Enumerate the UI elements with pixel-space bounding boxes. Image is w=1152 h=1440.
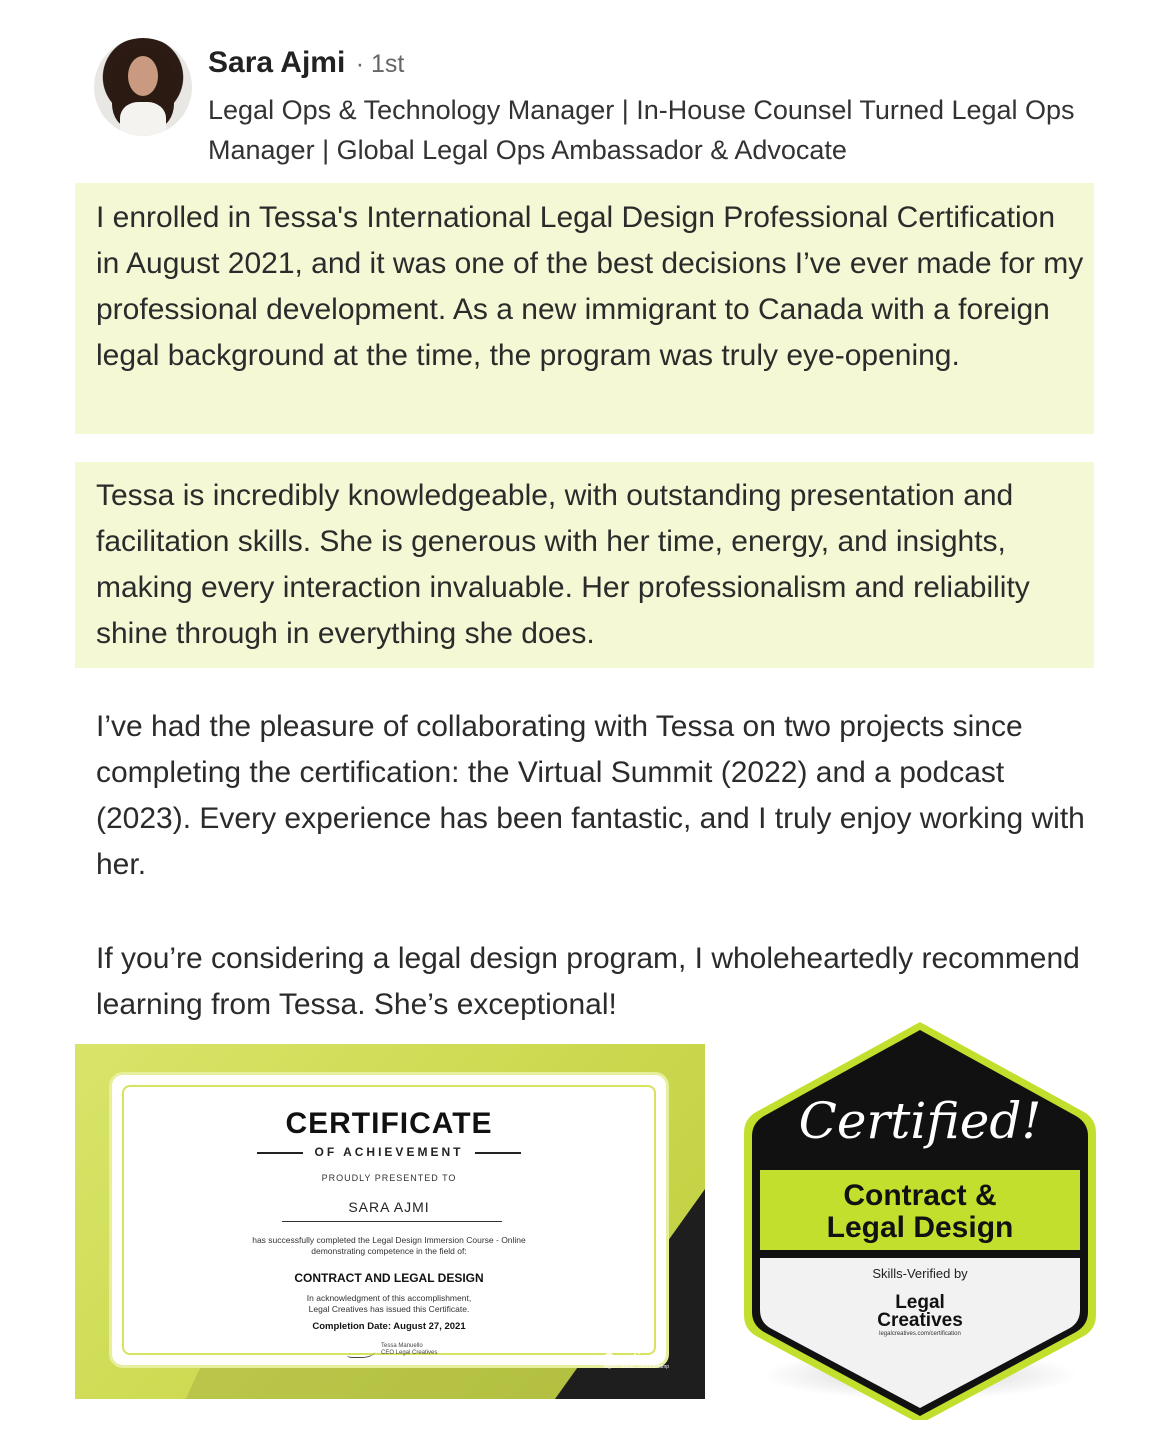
- certification-badge[interactable]: [730, 1020, 1110, 1420]
- certificate-recipient: SARA AJMI: [348, 1199, 430, 1215]
- certificate-subtitle-text: OF ACHIEVEMENT: [314, 1145, 464, 1159]
- certificate-subtitle: [112, 1145, 666, 1159]
- certificate-title: CERTIFICATE: [285, 1107, 493, 1140]
- avatar-face: [128, 56, 158, 96]
- certificate-logo-line-1: Legal: [604, 1338, 639, 1353]
- certificate-field: CONTRACT AND LEGAL DESIGN: [294, 1271, 484, 1285]
- certificate-logo-url: legalcreatives.com/bootcamp: [604, 1364, 669, 1370]
- badge-logo-line-1: Legal: [895, 1292, 945, 1313]
- post-paragraph-1: I enrolled in Tessa's International Legal Design Professional Certification in August 2021, and it was one of the best decisions I’ve ever made for my professional development. As a new immigrant to Canada with a foreign legal background at the time, the program was truly eye-opening.: [96, 201, 1084, 372]
- certificate-date: Completion Date: August 27, 2021: [312, 1321, 466, 1332]
- connection-degree: · 1st: [355, 50, 405, 78]
- badge-topic: [730, 1180, 1110, 1244]
- post-paragraph-4: If you’re considering a legal design program, I wholeheartedly recommend learning from Tessa. She’s exceptional!: [96, 942, 1080, 1021]
- name-row: [208, 46, 404, 80]
- post-header: [94, 38, 1094, 168]
- badge-topic-line-2: Legal Design: [826, 1211, 1014, 1244]
- certificate-body: [112, 1235, 666, 1257]
- certificate-logo-line-2: Creatives: [604, 1350, 663, 1365]
- signature-scribble-icon: [347, 1345, 375, 1358]
- badge-certified: Certified!: [798, 1092, 1042, 1150]
- certificate-ack-line-2: Legal Creatives has issued this Certificate.: [308, 1304, 470, 1314]
- badge-logo-line-2: Creatives: [877, 1310, 963, 1331]
- post-paragraph-3: I’ve had the pleasure of collaborating with Tessa on two projects since completing the certification: the Virtual Summit (2022) and a podcast (2023). Every experience has been fantastic, and I truly enjoy working with her.: [96, 710, 1085, 881]
- certificate-acknowledgment: [112, 1293, 666, 1315]
- signer-title: CEO Legal Creatives: [381, 1350, 438, 1356]
- signer-name: Tessa Manuello: [381, 1343, 423, 1349]
- badge-url: legalcreatives.com/certification: [879, 1331, 961, 1337]
- certificate-presented: PROUDLY PRESENTED TO: [321, 1173, 457, 1183]
- certificate-body-line-1: has successfully completed the Legal Design Immersion Course - Online: [252, 1235, 526, 1245]
- certificate-card: [109, 1072, 669, 1368]
- avatar-clothing: [120, 102, 166, 136]
- badge-logo: [730, 1294, 1110, 1330]
- certificate-ack-line-1: In acknowledgment of this accomplishment,: [306, 1293, 472, 1303]
- avatar[interactable]: [94, 38, 192, 136]
- signature-text: [381, 1343, 437, 1357]
- certificate-signature: [347, 1343, 457, 1359]
- post-paragraph-2: Tessa is incredibly knowledgeable, with outstanding presentation and facilitation skills. She is generous with her time, energy, and insights, making every interaction invaluable. Her professionalism and reliability shine through in everything she does.: [96, 479, 1030, 650]
- author-name[interactable]: Sara Ajmi: [208, 46, 346, 79]
- badge-topic-line-1: Contract &: [843, 1179, 997, 1212]
- author-headline: Legal Ops & Technology Manager | In-House Counsel Turned Legal Ops Manager | Global Legal Ops Ambassador & Advocate: [208, 95, 1075, 165]
- certificate-image[interactable]: [75, 1044, 705, 1399]
- certificate-logo: [604, 1340, 669, 1371]
- badge-verified: Skills-Verified by: [872, 1266, 968, 1281]
- certificate-underline: [282, 1221, 502, 1222]
- certificate-body-line-2: demonstrating competence in the field of:: [311, 1246, 467, 1256]
